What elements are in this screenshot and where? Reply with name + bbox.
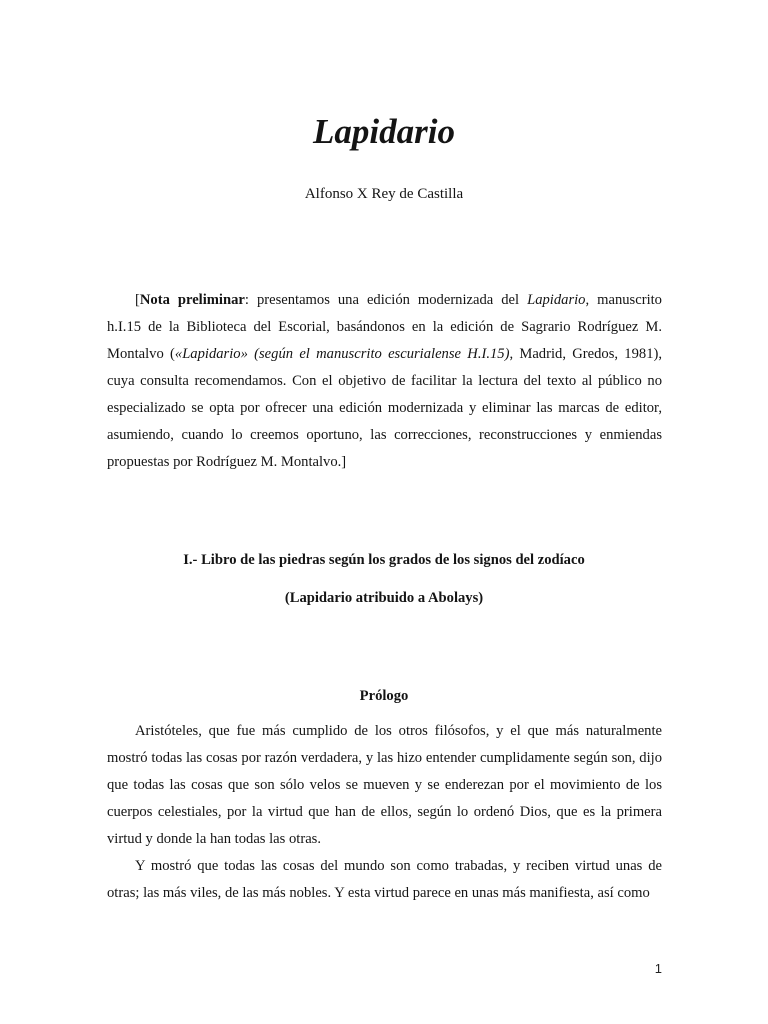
note-label: Nota preliminar xyxy=(139,292,245,308)
page-number: 1 xyxy=(654,961,662,976)
note-text-2: , manuscrito h.I.15 de la Biblioteca del Escorial, basándonos en la edición de Sagrario Rodríguez M. Montalvo ( xyxy=(107,292,662,362)
prologue-paragraph: Y mostró que todas las cosas del mundo son como trabadas, y reciben virtud unas de otras; las más viles, de las más nobles. Y esta virtud parece en unas más manifiesta, así como xyxy=(107,858,662,901)
preliminary-note xyxy=(107,287,662,476)
document-title: Lapidario xyxy=(313,112,455,151)
section-subheading: (Lapidario atribuido a Abolays) xyxy=(284,590,484,606)
section-heading: I.- Libro de las piedras según los grados de los signos del zodíaco xyxy=(183,552,585,568)
note-work-title: Lapidario xyxy=(527,292,586,308)
note-text-3: , Madrid, Gredos, 1981), cuya consulta recomendamos. Con el objetivo de facilitar la lectura del texto al público no especializado se opta por ofrecer una edición modernizada y eliminar las marcas de editor, asumiendo, cuando lo creemos oportuno, las correcciones, reconstrucciones y enmiendas propuestas por Rodríguez M. Montalvo.] xyxy=(107,346,662,470)
prologue-title: Prólogo xyxy=(359,688,409,704)
note-open-bracket: [ xyxy=(135,292,140,308)
note-source-title: «Lapidario» (según el manuscrito escurialense H.I.15) xyxy=(174,346,510,362)
note-text-1: : presentamos una edición modernizada del xyxy=(244,292,528,308)
prologue-paragraph: Aristóteles, que fue más cumplido de los otros filósofos, y el que más naturalmente mostró todas las cosas por razón verdadera, y las hizo entender cumplidamente según son, dijo que todas las cosas que son sólo velos se mueven y se enderezan por el movimiento de los cuerpos celestiales, por la virtud que han de ellos, según lo ordenó Dios, que es la primera virtud y donde la han todas las otras. xyxy=(107,723,662,847)
prologue-body xyxy=(107,718,662,907)
document-author: Alfonso X Rey de Castilla xyxy=(304,186,464,202)
